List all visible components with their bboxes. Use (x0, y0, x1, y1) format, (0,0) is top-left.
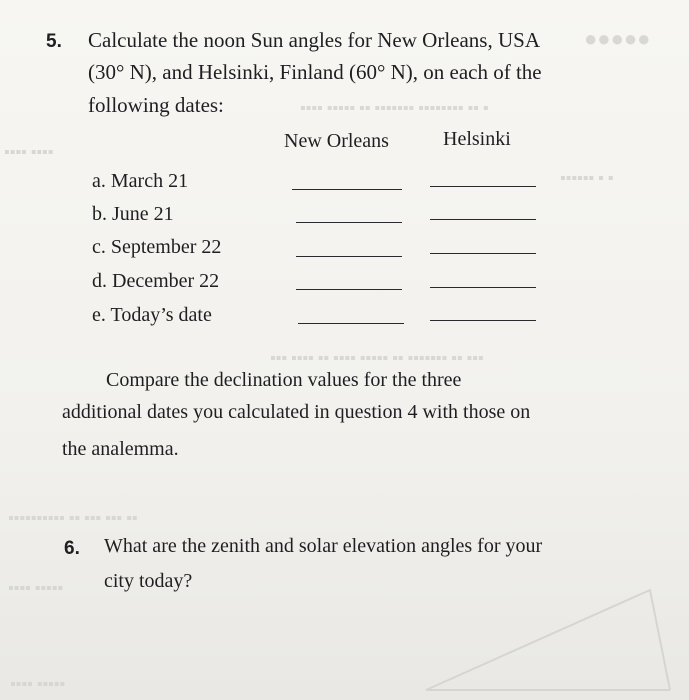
date-item-b: b. June 21 (92, 203, 174, 225)
answer-blank-new-orleans-b[interactable] (296, 222, 402, 223)
compare-text-line-1: Compare the declination values for the three (106, 369, 462, 391)
answer-blank-new-orleans-d[interactable] (296, 289, 402, 290)
bleed-through-text: ▪▪▪ ▪▪▪▪ ▪▪ ▪▪▪▪ ▪▪▪▪▪ ▪▪ ▪▪▪▪▪▪▪ ▪▪ ▪▪▪ (270, 350, 484, 367)
question-5-text-line-1: Calculate the noon Sun angles for New Orleans, USA (88, 28, 540, 52)
date-item-a: a. March 21 (92, 170, 189, 192)
answer-blank-new-orleans-c[interactable] (296, 256, 402, 257)
answer-blank-helsinki-a[interactable] (430, 186, 536, 187)
column-header-helsinki: Helsinki (443, 128, 511, 150)
compare-text-line-2: additional dates you calculated in question 4 with those on (62, 401, 531, 423)
bleed-through-text: ▪▪▪▪ ▪▪▪▪ (4, 144, 54, 161)
question-6-text-line-1: What are the zenith and solar elevation angles for your (104, 535, 543, 557)
answer-blank-new-orleans-e[interactable] (298, 323, 404, 324)
answer-blank-helsinki-d[interactable] (430, 287, 536, 288)
question-5-number: 5. (46, 31, 62, 52)
bleed-through-text: ●●●●● (584, 26, 651, 51)
answer-blank-helsinki-e[interactable] (430, 320, 536, 321)
bleed-through-text: ▪▪▪▪ ▪▪▪▪▪ (8, 580, 64, 597)
question-6-number: 6. (64, 538, 80, 559)
question-5-text-line-3: following dates: (88, 93, 224, 117)
question-5-text-line-2: (30° N), and Helsinki, Finland (60° N), on each of the (88, 60, 542, 84)
answer-blank-new-orleans-a[interactable] (292, 189, 402, 190)
bleed-through-triangle (420, 560, 680, 700)
date-item-c: c. September 22 (92, 236, 222, 258)
bleed-through-text: ▪▪▪▪ ▪▪▪▪▪ ▪▪ ▪▪▪▪▪▪▪ ▪▪▪▪▪▪▪▪ ▪▪ ▪ (300, 100, 489, 117)
date-item-d: d. December 22 (92, 270, 220, 292)
column-header-new-orleans: New Orleans (284, 130, 389, 152)
compare-text-line-3: the analemma. (62, 438, 179, 460)
bleed-through-text: ▪▪▪▪▪▪ ▪ ▪ (560, 170, 614, 187)
answer-blank-helsinki-c[interactable] (430, 253, 536, 254)
question-6-text-line-2: city today? (104, 570, 193, 592)
answer-blank-helsinki-b[interactable] (430, 219, 536, 220)
bleed-through-text: ▪▪▪▪▪▪▪▪▪▪ ▪▪ ▪▪▪ ▪▪▪ ▪▪ (8, 510, 138, 527)
bleed-through-text: ▪▪▪▪ ▪▪▪▪▪ (10, 676, 66, 693)
date-item-e: e. Today’s date (92, 304, 212, 326)
